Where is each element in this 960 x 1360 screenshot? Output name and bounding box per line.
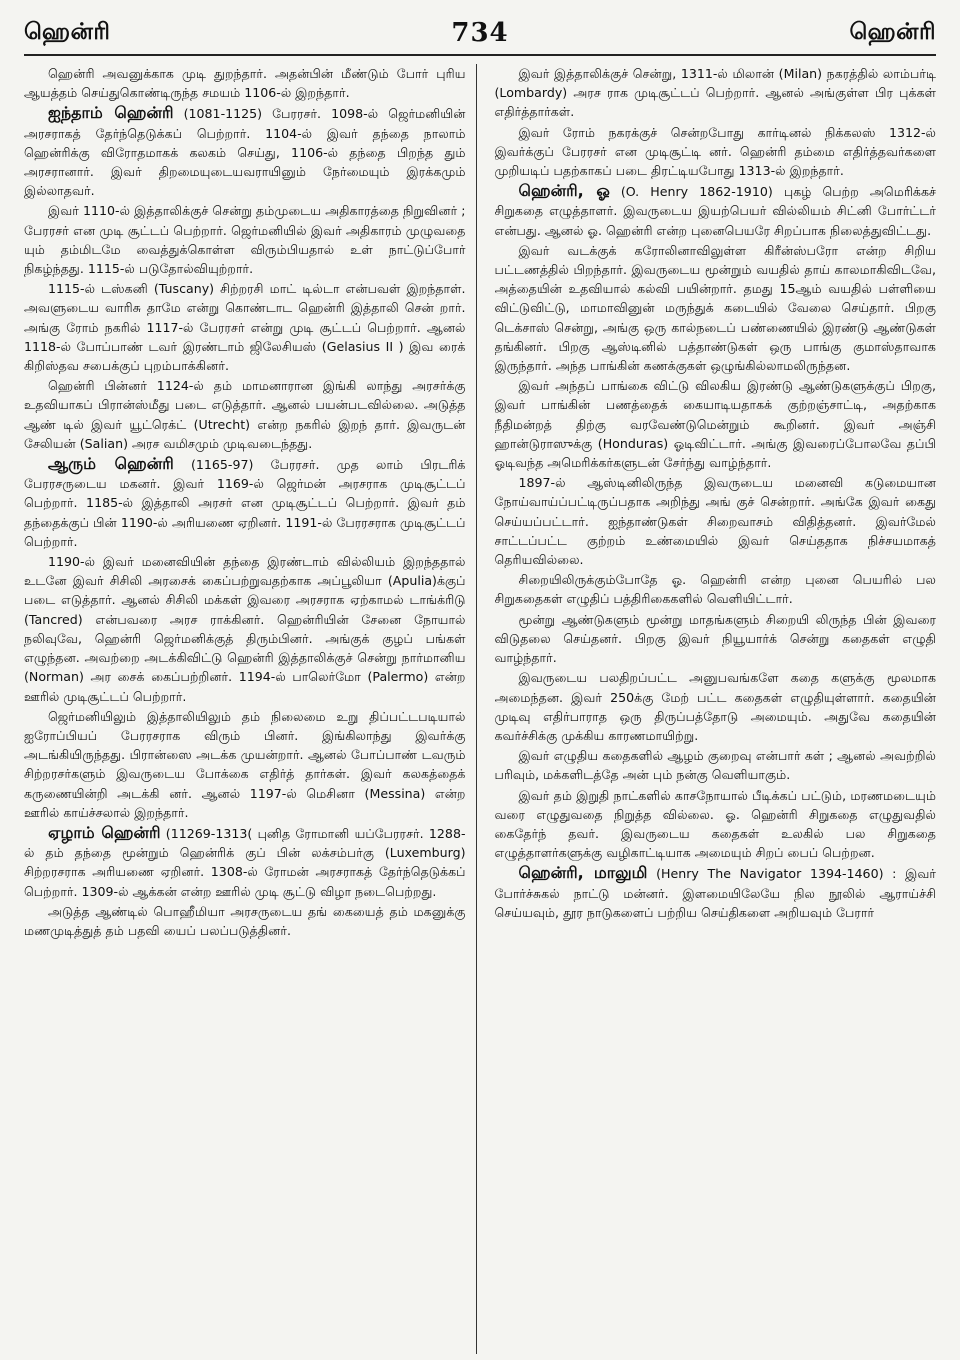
paragraph-text: ஹென்ரி பின்னர் 1124-ல் தம் மாமனாரான இங்கி லாந்து அரசர்க்கு உதவியாகப் பிரான்ஸ்மீது படை எடுத்தார். ஆனல் பயன்படவில்லை. அடுத்த ஆண் டில் இவர் யூட்ரெக்ட் (Utrecht) என்ற நகரில் இறந் தார். இவருடன் சேலியன் (Salian) அரச வமிசமும் முடிவடைந்தது. [24, 378, 466, 451]
entry-headword: ஏழாம் ஹென்ரி [48, 822, 161, 842]
left-running-word: ஹென்ரி [24, 19, 111, 45]
paragraph-text: (1165-97) பேரரசர். முத லாம் பிரடரிக் பேரரசருடைய மகனர். இவர் 1169-ல் ஜெர்மன் அரசராக முடிசூட்டப் பெற்றார். 1185-ல் இத்தாலி அரசர் என முடிசூட்டப் பெற்றார். இவர் தம் தந்தைக்குப் பின் 1190-ல் அரியணை ஏறினர். 1191-ல் பேரரசராக முடிசூட்டப் பெற்றார். [24, 457, 466, 549]
paragraph-text: அடுத்த ஆண்டில் பொஹீமியா அரசருடைய தங் கையைத் தம் மகனுக்கு மணமுடித்துத் தம் பதவி யைப் பலப்படுத்தினர். [24, 903, 466, 938]
body-paragraph [495, 570, 937, 608]
paragraph-text: (1081-1125) பேரரசர். 1098-ல் ஜெர்மனியின் அரசராகத் தேர்ந்தெடுக்கப் பெற்றார். 1104-ல் இவர் தந்தை நாலாம் ஹென்ரிக்கு விரோதமாகக் கலகம் செய்து, 1106-ல் தந்தை பிறந்த தும் அரசரானார். இவர் திறமையுடையவராயினும் நேர்மையும் இரக்கமும் இல்லாதவர். [24, 106, 466, 199]
page-number: 734 [451, 18, 509, 48]
entry-headword: ஹென்ரி, ஓ [518, 181, 610, 201]
paragraph-text: மூன்று ஆண்டுகளும் மூன்று மாதங்களும் சிறையி லிருந்த பின் இவரை விடுதலை செய்தனர். பிறகு இவர் நியூயார்க் சென்று கதைகள் எழுதி வாழ்ந்தார். [494, 611, 936, 666]
body-paragraph [24, 552, 466, 706]
body-paragraph [24, 902, 466, 940]
right-column [495, 64, 937, 1354]
entry-headword: ஹென்ரி, மாலுமி [518, 863, 648, 883]
paragraph-text: இவர் 1110-ல் இத்தாலிக்குச் சென்று தம்முடைய அதிகாரத்தை நிறுவினர் ; பேரரசர் என முடி சூட்டப் பெற்றார். ஜெர்மனியில் இவர் அதிகாரம் முழுவதை யும் தம்மிடமே வைத்துக்கொள்ள விரும்பியதால் உள் நாட்டுப்போர் நிகழ்ந்தது. 1115-ல் படுதோல்வியுற்றார். [24, 203, 466, 277]
paragraph-text: இவர் ரோம் நகரக்குச் சென்றபோது கார்டினல் நிக்கலஸ் 1312-ல் இவர்க்குப் பேரரசர் என முடிசூட்டி னர். ஹென்ரி தம்மை எதிர்த்தவர்களை முறியடிப் பதற்காகப் படை திரட்டியபோது 1313-ல் இறந்தார். [494, 124, 936, 179]
body-paragraph [24, 201, 466, 278]
paragraph-text: இவர் எழுதிய கதைகளில் ஆழம் குறைவு என்பார் கள் ; ஆனல் அவற்றில் பரிவும், மக்களிடத்தே அன் பும் நன்கு வெளியாகும். [494, 748, 936, 783]
entry-paragraph [24, 103, 466, 200]
header-rule [24, 54, 936, 56]
body-paragraph [495, 64, 937, 122]
entry-headword: ஆரும் ஹென்ரி [48, 454, 174, 474]
body-paragraph [495, 668, 937, 745]
body-paragraph [495, 241, 937, 375]
paragraph-text: இவர் அந்தப் பாங்கை விட்டு விலகிய இரண்டு ஆண்டுகளுக்குப் பிறகு, இவர் பாங்கின் பணத்தைக் கையாடியதாகக் குற்றஞ்சாட்டி, அதற்காக நீதிமன்றத் திற்கு வரவேண்டுமென்றும் கூறினர். இவர் அஞ்சி ஹான்டுராஸுக்கு (Honduras) ஓடிவிட்டார். அங்கு இவரைப்போலவே தப்பி ஓடிவந்த அமெரிக்கர்களுடன் சேர்ந்து வாழ்ந்தார். [494, 378, 936, 471]
body-paragraph [495, 610, 937, 668]
body-paragraph [495, 376, 937, 472]
paragraph-text: இவருடைய பலதிறப்பட்ட அனுபவங்களே கதை களுக்கு மூலமாக அமைந்தன. இவர் 250க்கு மேற் பட்ட கதைகள் எழுதியுள்ளார். கதையின் முடிவு எதிர்பாராத ஒரு திருப்பத்தோடு அமையும். அதுவே கதையின் கவர்ச்சிக்கு முக்கிய காரணமாயிற்று. [494, 670, 936, 743]
body-paragraph [495, 473, 937, 569]
paragraph-text: ஹென்ரி அவனுக்காக முடி துறந்தார். அதன்பின் மீண்டும் போர் புரிய ஆயத்தம் செய்துகொண்டிருந்த சமயம் 1106-ல் இறந்தார். [24, 66, 466, 101]
paragraph-text: (Henry The Navigator 1394-1460) : இவர் போர்ச்சுகல் நாட்டு மன்னர். இளமையிலேயே நில நூலில் ஆராய்ச்சி செய்யவும், தூர நாடுகளைப் பற்றிய செய்திகளை அறியவும் பேரார் [494, 866, 936, 920]
paragraph-text: இவர் தம் இறுதி நாட்களில் காசநோயால் பீடிக்கப் பட்டும், மரணமடையும் வரை எழுதுவதை நிறுத்த வில்லை. ஓ. ஹென்ரி சிறுகதை எழுதுவதில் கைதேர்ந் தவர். இவருடைய கதைகள் உலகில் பல சிறுகதை எழுத்தாளர்களுக்கு வழிகாட்டியாக அமையும் சிறப் பைப் பெற்றன. [494, 787, 936, 861]
running-head [24, 8, 936, 48]
entry-paragraph [495, 181, 937, 240]
paragraph-text: (11269-1313( புனித ரோமானி யப்பேரரசர். 1288-ல் தம் தந்தை மூன்றும் ஹென்ரிக் குப் பின் லக்சம்பர்கு (Luxemburg) சிற்றரசராக அரியணை ஏறினர். 1308-ல் ரோமன் அரசராகத் தேர்ந்தெடுக்கப் பெற்றார். 1309-ல் ஆக்கன் என்ற ஊரில் முடி சூட்டு விழா நடைபெற்றது. [24, 825, 466, 899]
body-paragraph [495, 746, 937, 784]
body-paragraph [24, 376, 466, 453]
paragraph-text: ஜெர்மனியிலும் இத்தாலியிலும் தம் நிலைமை உறு திப்பட்டபடியால் ஐரோப்பியப் பேரரசராக விரும் பினர். இங்கிலாந்து இவர்க்கு அடங்கியிருந்தது. பிரான்ஸை அடக்க முயன்றார். ஆனல் போப்பாண் டவரும் சிற்றரசர்களும் இவருடைய போக்கை எதிர்த் தார்கள். இவர் கலகத்தைக் கருணையின்றி அடக்கி னர். ஆனல் 1197-ல் மெசினா (Messina) என்ற ஊரில் காய்ச்சலால் இறந்தார். [24, 708, 466, 820]
text-columns [24, 64, 936, 1354]
paragraph-text: சிறையிலிருக்கும்போதே ஓ. ஹென்ரி என்ற புனை பெயரில் பல சிறுகதைகள் எழுதிப் பத்திரிகைகளில் வெளியிட்டார். [494, 572, 936, 607]
body-paragraph [495, 123, 937, 181]
paragraph-text: 1897-ல் ஆஸ்டினிலிருந்த இவருடைய மனைவி கடுமையான நோய்வாய்ப்பட்டிருப்பதாக அறிந்து அங் குச் சென்றார். அங்கே இவர் கைது செய்யப்பட்டார். ஐந்தாண்டுகள் சிறைவாசம் விதித்தனர். இவர்மேல் சாட்டப்பட்ட குற்றம் உண்மையில் இவர் செய்ததாக நிச்சயமாகத் தெரியவில்லை. [494, 475, 936, 568]
paragraph-text: 1115-ல் டஸ்கனி (Tuscany) சிற்றரசி மாட் டில்டா என்பவள் இறந்தாள். அவளுடைய வாரிசு தாமே என்று கொண்டாட ஹென்ரி இத்தாலி சென் றார். அங்கு ரோம் நகரில் 1117-ல் பேரரசர் என்று முடி சூட்டப் பெற்றார். ஆனல் 1118-ல் போப்பாண் டவர் இரண்டாம் ஜிலேசியஸ் (Gelasius II ) இவ ரைக் கிறிஸ்தவ சபைக்குப் புறம்பாக்கினர். [24, 281, 466, 374]
paragraph-text: இவர் இத்தாலிக்குச் சென்று, 1311-ல் மிலான் (Milan) நகரத்தில் லாம்பர்டி (Lombardy) அரச ராக முடிசூட்டப் பெற்றார். ஆனல் அங்குள்ள பிர புக்கள் எதிர்த்தார்கள். [494, 66, 936, 120]
right-running-word: ஹென்ரி [849, 19, 936, 45]
body-paragraph [24, 279, 466, 375]
left-column [24, 64, 477, 1354]
entry-paragraph [24, 454, 466, 551]
entry-paragraph [495, 863, 937, 922]
body-paragraph [24, 707, 466, 822]
body-paragraph [495, 786, 937, 863]
body-paragraph [24, 64, 466, 102]
paragraph-text: இவர் வடக்குக் கரோலினாவிலுள்ள கிரீன்ஸ்பரோ என்ற சிறிய பட்டணத்தில் பிறந்தார். இவருடைய மூன்றும் வயதில் தாய் காலமாகிவிடவே, அத்தையின் உதவியால் கல்வி பயின்றார். தமது 15ஆம் வயதில் பள்ளியை விட்டுவிட்டு, மாமாவினுன் மருந்துக் கடையில் வேலை செய்தார். பிறகு டெக்சாஸ் சென்று, அங்கு ஒரு கால்நடைப் பண்ணையில் இரண்டு ஆண்டுகள் தங்கினர். பிறகு ஆஸ்டினில் பத்தாண்டுகள் ஒரு பாங்கு குமாஸ்தாவாக இருந்தார். அந்த பாங்கின் கணக்குகள் ஒழுங்கில்லாமலிருந்தன. [494, 242, 936, 374]
paragraph-text: (O. Henry 1862-1910) புகழ் பெற்ற அமெரிக்கச் சிறுகதை எழுத்தாளர். இவருடைய இயற்பெயர் வில்லியம் சிட்னி போர்ட்டர் என்பது. ஆனல் ஓ. ஹென்ரி என்ற புனைபெயரே சிறப்பாக நிலைத்துவிட்டது. [494, 184, 936, 238]
paragraph-text: 1190-ல் இவர் மனைவியின் தந்தை இரண்டாம் வில்லியம் இறந்ததால் உடனே இவர் சிசிலி அரசைக் கைப்பற்றுவதற்காக அப்பூலியா (Apulia)க்குப் படை எடுத்தார். ஆனல் சிசிலி மக்கள் இவரை அரசராக ஏற்காமல் டாங்க்ரிடு (Tancred) என்பவரை அரச ராக்கினர். ஹென்ரியின் சேனை நோயால் நலிவுவே, ஹென்ரி ஜெர்மனிக்குத் திரும்பினர். அங்குக் குழப் பங்கள் எழுந்தன. அவற்றை அடக்கிவிட்டு ஹென்ரி இத்தாலிக்குச் சென்று நார்மானிய (Norman) அர சைக் கைப்பற்றினர். 1194-ல் பாலெர்மோ (Palermo) என்ற ஊரில் முடிசூட்டப் பெற்றார். [24, 554, 466, 704]
entry-paragraph [24, 823, 466, 901]
entry-headword: ஐந்தாம் ஹென்ரி [48, 103, 174, 123]
